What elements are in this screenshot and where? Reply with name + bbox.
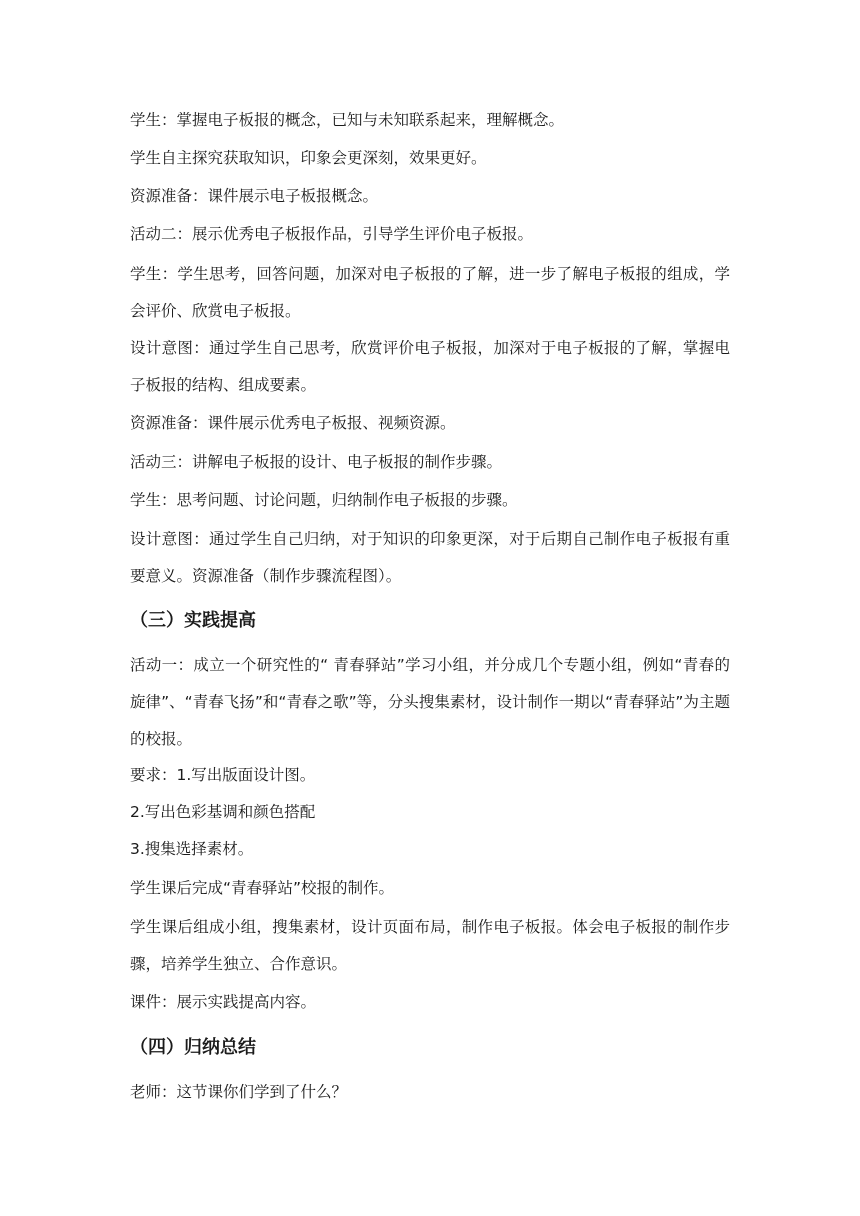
paragraph: 学生课后组成小组，搜集素材，设计页面布局，制作电子板报。体会电子板报的制作步骤，培养学生独立、合作意识。: [130, 918, 730, 973]
paragraph: 学生：掌握电子板报的概念，已知与未知联系起来，理解概念。: [130, 111, 565, 129]
paragraph: 要求：1.写出版面设计图。: [130, 766, 316, 784]
paragraph: 3.搜集选择素材。: [130, 840, 254, 858]
section-heading-summary: （四）归纳总结: [130, 1037, 256, 1058]
paragraph: 活动三：讲解电子板报的设计、电子板报的制作步骤。: [130, 453, 503, 471]
paragraph: 学生：学生思考，回答问题，加深对电子板报的了解，进一步了解电子板报的组成，学会评价、欣赏电子板报。: [130, 265, 730, 320]
paragraph: 资源准备：课件展示优秀电子板报、视频资源。: [130, 414, 456, 432]
paragraph: 学生自主探究获取知识，印象会更深刻，效果更好。: [130, 149, 487, 167]
paragraph: 活动一：成立一个研究性的“ 青春驿站”学习小组，并分成几个专题小组，例如“青春的旋律”、“青春飞扬”和“青春之歌”等，分头搜集素材，设计制作一期以“青春驿站”为主题的校报。: [130, 656, 730, 748]
paragraph: 资源准备：课件展示电子板报概念。: [130, 187, 379, 205]
paragraph: 学生课后完成“青春驿站”校报的制作。: [130, 879, 395, 897]
paragraph: 课件：展示实践提高内容。: [130, 993, 317, 1011]
paragraph: 2.写出色彩基调和颜色搭配: [130, 803, 316, 821]
paragraph: 学生：思考问题、讨论问题，归纳制作电子板报的步骤。: [130, 491, 518, 509]
paragraph: 老师：这节课你们学到了什么？: [130, 1083, 348, 1101]
paragraph: 活动二：展示优秀电子板报作品，引导学生评价电子板报。: [130, 225, 534, 243]
paragraph: 设计意图：通过学生自己思考，欣赏评价电子板报，加深对于电子板报的了解，掌握电子板报的结构、组成要素。: [130, 339, 730, 394]
section-heading-practice: （三）实践提高: [130, 610, 256, 631]
paragraph: 设计意图：通过学生自己归纳，对于知识的印象更深，对于后期自己制作电子板报有重要意义。资源准备（制作步骤流程图）。: [130, 530, 730, 585]
